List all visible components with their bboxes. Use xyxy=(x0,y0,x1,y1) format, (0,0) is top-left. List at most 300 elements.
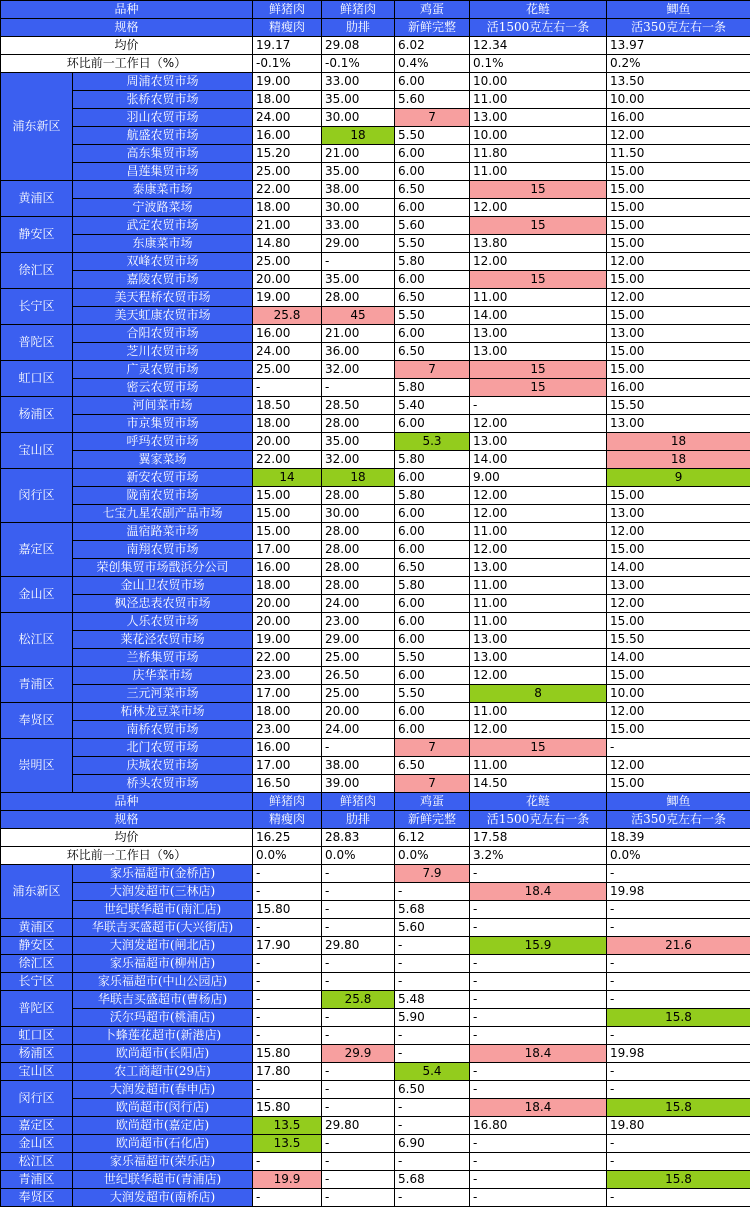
district-cell: 杨浦区 xyxy=(1,397,73,433)
table-row xyxy=(1,631,750,649)
price-cell: 12.00 xyxy=(607,289,750,307)
market-name: 庆华菜市场 xyxy=(73,667,253,685)
market-name: 泰康菜市场 xyxy=(73,181,253,199)
price-cell: 5.80 xyxy=(395,379,470,397)
price-cell: 10.00 xyxy=(607,91,750,109)
price-cell: 38.00 xyxy=(322,181,395,199)
price-cell: 5.50 xyxy=(395,685,470,703)
price-cell: 13.5 xyxy=(253,1117,322,1135)
price-cell: 19.00 xyxy=(253,631,322,649)
price-cell: 13.00 xyxy=(470,649,607,667)
price-cell: 28.00 xyxy=(322,289,395,307)
price-cell: - xyxy=(322,379,395,397)
price-cell: 35.00 xyxy=(322,163,395,181)
price-cell: 13.00 xyxy=(607,505,750,523)
spec-header: 新鲜完整 xyxy=(395,811,470,829)
district-cell: 徐汇区 xyxy=(1,253,73,289)
variety-header: 花鲢 xyxy=(470,793,607,811)
price-cell: - xyxy=(322,1027,395,1045)
price-cell: 16.00 xyxy=(607,109,750,127)
price-cell: 11.00 xyxy=(470,595,607,613)
price-cell: 33.00 xyxy=(322,73,395,91)
price-cell: - xyxy=(607,1027,750,1045)
table-row xyxy=(1,523,750,541)
market-name: 世纪联华超市(南汇店) xyxy=(73,901,253,919)
price-cell: 30.00 xyxy=(322,199,395,217)
market-name: 大润发超市(闸北店) xyxy=(73,937,253,955)
district-cell: 金山区 xyxy=(1,1135,73,1153)
price-cell: 12.00 xyxy=(607,703,750,721)
price-cell: 10.00 xyxy=(470,73,607,91)
price-cell: 15.00 xyxy=(607,775,750,793)
variety-header: 鲜猪肉 xyxy=(253,1,322,19)
table-row xyxy=(1,253,750,271)
price-cell: 6.00 xyxy=(395,703,470,721)
price-cell: 15.00 xyxy=(607,217,750,235)
price-cell: - xyxy=(395,1153,470,1171)
market-name: 庆城农贸市场 xyxy=(73,757,253,775)
price-cell: 13.00 xyxy=(607,415,750,433)
header-row-variety xyxy=(1,793,750,811)
price-cell: 28.00 xyxy=(322,523,395,541)
average-value: 6.12 xyxy=(395,829,470,847)
price-cell: 6.00 xyxy=(395,199,470,217)
price-cell: 5.60 xyxy=(395,919,470,937)
market-name: 沃尔玛超市(桃浦店) xyxy=(73,1009,253,1027)
price-cell: - xyxy=(322,955,395,973)
spec-header: 活350克左右一条 xyxy=(607,811,750,829)
price-cell: 18.4 xyxy=(470,1045,607,1063)
table-row xyxy=(1,361,750,379)
market-name: 三元河菜市场 xyxy=(73,685,253,703)
market-name: 陇南农贸市场 xyxy=(73,487,253,505)
price-cell: - xyxy=(470,1063,607,1081)
table-row xyxy=(1,973,750,991)
price-cell: 25.00 xyxy=(322,649,395,667)
price-cell: 6.00 xyxy=(395,73,470,91)
price-cell: - xyxy=(322,253,395,271)
table-row xyxy=(1,325,750,343)
price-cell: 6.00 xyxy=(395,523,470,541)
market-name: 双峰农贸市场 xyxy=(73,253,253,271)
price-cell: - xyxy=(253,973,322,991)
market-name: 金山卫农贸市场 xyxy=(73,577,253,595)
price-cell: 16.00 xyxy=(253,559,322,577)
market-name: 大润发超市(春申店) xyxy=(73,1081,253,1099)
price-cell: 5.50 xyxy=(395,307,470,325)
price-cell: - xyxy=(253,1189,322,1207)
price-cell: 20.00 xyxy=(253,271,322,289)
change-value: 0.0% xyxy=(253,847,322,865)
table-row xyxy=(1,1009,750,1027)
price-cell: 5.80 xyxy=(395,253,470,271)
price-cell: 12.00 xyxy=(470,253,607,271)
price-cell: 16.00 xyxy=(607,379,750,397)
price-cell: 18.00 xyxy=(253,577,322,595)
price-cell: 28.00 xyxy=(322,541,395,559)
price-cell: 6.00 xyxy=(395,469,470,487)
district-cell: 长宁区 xyxy=(1,289,73,325)
table-row xyxy=(1,1189,750,1207)
table-row xyxy=(1,1099,750,1117)
price-cell: 11.50 xyxy=(607,145,750,163)
price-cell: - xyxy=(470,973,607,991)
price-cell: 39.00 xyxy=(322,775,395,793)
change-value: -0.1% xyxy=(253,55,322,73)
market-name: 合阳农贸市场 xyxy=(73,325,253,343)
price-cell: - xyxy=(395,1189,470,1207)
average-price-row xyxy=(1,37,750,55)
price-cell: 12.00 xyxy=(470,667,607,685)
price-cell: - xyxy=(607,1135,750,1153)
market-name: 高东集贸市场 xyxy=(73,145,253,163)
price-cell: - xyxy=(253,379,322,397)
price-cell: 19.98 xyxy=(607,1045,750,1063)
price-cell: 22.00 xyxy=(253,451,322,469)
price-cell: - xyxy=(322,919,395,937)
price-cell: 11.80 xyxy=(470,145,607,163)
price-cell: 5.50 xyxy=(395,127,470,145)
price-cell: - xyxy=(253,955,322,973)
table-row xyxy=(1,181,750,199)
price-cell: - xyxy=(470,1153,607,1171)
market-name: 美天程桥农贸市场 xyxy=(73,289,253,307)
price-cell: 12.00 xyxy=(470,541,607,559)
market-name: 张桥农贸市场 xyxy=(73,91,253,109)
table-row xyxy=(1,955,750,973)
price-cell: 15.00 xyxy=(607,361,750,379)
price-cell: 18.4 xyxy=(470,1099,607,1117)
price-cell: - xyxy=(322,883,395,901)
price-cell: 13.00 xyxy=(470,559,607,577)
price-cell: 21.00 xyxy=(322,325,395,343)
price-cell: - xyxy=(470,901,607,919)
price-cell: 12.00 xyxy=(470,415,607,433)
average-value: 18.39 xyxy=(607,829,750,847)
change-value: 0.1% xyxy=(470,55,607,73)
price-cell: 6.90 xyxy=(395,1135,470,1153)
price-cell: - xyxy=(395,937,470,955)
district-cell: 崇明区 xyxy=(1,739,73,793)
price-cell: 28.00 xyxy=(322,487,395,505)
district-cell: 徐汇区 xyxy=(1,955,73,973)
table-row xyxy=(1,451,750,469)
price-cell: 18.00 xyxy=(253,415,322,433)
price-cell: 15 xyxy=(470,379,607,397)
table-row xyxy=(1,163,750,181)
price-cell: 14.00 xyxy=(607,559,750,577)
average-value: 6.02 xyxy=(395,37,470,55)
price-cell: 15.00 xyxy=(607,721,750,739)
price-cell: 6.00 xyxy=(395,505,470,523)
spec-label: 规格 xyxy=(1,811,253,829)
price-cell: 35.00 xyxy=(322,271,395,289)
price-cell: 32.00 xyxy=(322,361,395,379)
price-cell: 18 xyxy=(322,127,395,145)
spec-header: 活1500克左右一条 xyxy=(470,811,607,829)
price-cell: 29.9 xyxy=(322,1045,395,1063)
market-name: 南翔农贸市场 xyxy=(73,541,253,559)
price-cell: 11.00 xyxy=(470,523,607,541)
price-cell: 29.80 xyxy=(322,1117,395,1135)
price-cell: - xyxy=(607,1081,750,1099)
price-cell: 13.00 xyxy=(470,109,607,127)
price-cell: 24.00 xyxy=(253,109,322,127)
price-cell: - xyxy=(470,1009,607,1027)
variety-header: 鲫鱼 xyxy=(607,793,750,811)
price-cell: 18.00 xyxy=(253,703,322,721)
district-cell: 长宁区 xyxy=(1,973,73,991)
market-name: 美天虹康农贸市场 xyxy=(73,307,253,325)
district-cell: 嘉定区 xyxy=(1,523,73,577)
market-name: 市京集贸市场 xyxy=(73,415,253,433)
header-row-variety xyxy=(1,1,750,19)
table-row xyxy=(1,937,750,955)
price-cell: - xyxy=(322,901,395,919)
price-cell: 18.00 xyxy=(253,91,322,109)
market-name: 人乐农贸市场 xyxy=(73,613,253,631)
price-cell: 14.50 xyxy=(470,775,607,793)
average-price-row xyxy=(1,829,750,847)
price-cell: 18.4 xyxy=(470,883,607,901)
price-cell: 5.80 xyxy=(395,577,470,595)
price-cell: - xyxy=(607,1063,750,1081)
market-name: 柘林龙豆菜市场 xyxy=(73,703,253,721)
price-cell: - xyxy=(607,739,750,757)
price-cell: 6.00 xyxy=(395,541,470,559)
price-cell: 25.00 xyxy=(253,253,322,271)
market-name: 华联吉买盛超市(大兴街店) xyxy=(73,919,253,937)
price-cell: 24.00 xyxy=(253,343,322,361)
price-cell: 12.00 xyxy=(470,505,607,523)
district-cell: 宝山区 xyxy=(1,1063,73,1081)
district-cell: 奉贤区 xyxy=(1,703,73,739)
price-cell: 6.50 xyxy=(395,181,470,199)
price-cell: 15.80 xyxy=(253,1045,322,1063)
price-cell: 15.00 xyxy=(253,523,322,541)
price-cell: 6.50 xyxy=(395,343,470,361)
price-cell: 5.60 xyxy=(395,91,470,109)
price-cell: 20.00 xyxy=(253,433,322,451)
price-cell: 11.00 xyxy=(470,703,607,721)
price-cell: 12.00 xyxy=(607,757,750,775)
price-cell: 17.00 xyxy=(253,757,322,775)
price-cell: 12.00 xyxy=(607,127,750,145)
table-row xyxy=(1,397,750,415)
average-value: 12.34 xyxy=(470,37,607,55)
table-row xyxy=(1,667,750,685)
price-cell: - xyxy=(322,1099,395,1117)
price-cell: 15.00 xyxy=(607,271,750,289)
price-cell: - xyxy=(253,991,322,1009)
price-cell: - xyxy=(322,1171,395,1189)
price-cell: 15 xyxy=(470,271,607,289)
market-name: 兰桥集贸市场 xyxy=(73,649,253,667)
price-cell: 15.00 xyxy=(607,343,750,361)
table-row xyxy=(1,1153,750,1171)
table-row xyxy=(1,559,750,577)
price-cell: 22.00 xyxy=(253,181,322,199)
price-cell: 15.00 xyxy=(607,667,750,685)
table-row xyxy=(1,217,750,235)
price-cell: 15.00 xyxy=(607,163,750,181)
price-cell: 15.50 xyxy=(607,631,750,649)
price-cell: 30.00 xyxy=(322,109,395,127)
change-value: 0.0% xyxy=(607,847,750,865)
price-cell: 12.00 xyxy=(470,721,607,739)
average-value: 13.97 xyxy=(607,37,750,55)
price-cell: 33.00 xyxy=(322,217,395,235)
market-name: 欧尚超市(石化店) xyxy=(73,1135,253,1153)
change-value: 0.0% xyxy=(395,847,470,865)
price-cell: 13.00 xyxy=(607,577,750,595)
price-cell: 5.4 xyxy=(395,1063,470,1081)
price-cell: 19.00 xyxy=(253,289,322,307)
table-row xyxy=(1,127,750,145)
district-cell: 杨浦区 xyxy=(1,1045,73,1063)
district-cell: 青浦区 xyxy=(1,667,73,703)
price-cell: - xyxy=(322,1189,395,1207)
price-cell: 6.00 xyxy=(395,325,470,343)
market-name: 温宿路菜市场 xyxy=(73,523,253,541)
price-cell: - xyxy=(395,973,470,991)
price-cell: 15.50 xyxy=(607,397,750,415)
price-cell: 5.48 xyxy=(395,991,470,1009)
market-name: 家乐福超市(金桥店) xyxy=(73,865,253,883)
price-cell: 23.00 xyxy=(253,721,322,739)
price-cell: 19.80 xyxy=(607,1117,750,1135)
price-cell: - xyxy=(470,1027,607,1045)
price-cell: 15.8 xyxy=(607,1009,750,1027)
price-cell: 7 xyxy=(395,361,470,379)
market-name: 河间菜市场 xyxy=(73,397,253,415)
table-row xyxy=(1,271,750,289)
price-cell: - xyxy=(607,1189,750,1207)
table-row xyxy=(1,883,750,901)
price-cell: 28.00 xyxy=(322,415,395,433)
price-cell: - xyxy=(253,1153,322,1171)
market-name: 广灵农贸市场 xyxy=(73,361,253,379)
table-row xyxy=(1,685,750,703)
change-value: 0.4% xyxy=(395,55,470,73)
price-cell: 18 xyxy=(607,451,750,469)
average-value: 29.08 xyxy=(322,37,395,55)
district-cell: 黄浦区 xyxy=(1,919,73,937)
price-cell: 28.00 xyxy=(322,577,395,595)
variety-header: 鲜猪肉 xyxy=(322,793,395,811)
variety-header: 鲫鱼 xyxy=(607,1,750,19)
price-cell: - xyxy=(470,397,607,415)
price-cell: - xyxy=(253,883,322,901)
table-row xyxy=(1,343,750,361)
table-row xyxy=(1,703,750,721)
price-cell: - xyxy=(395,1117,470,1135)
table-row xyxy=(1,487,750,505)
price-cell: 5.50 xyxy=(395,649,470,667)
price-cell: 5.60 xyxy=(395,217,470,235)
average-label: 均价 xyxy=(1,829,253,847)
price-cell: - xyxy=(470,1189,607,1207)
spec-header: 肋排 xyxy=(322,19,395,37)
price-cell: 7.9 xyxy=(395,865,470,883)
price-cell: 21.00 xyxy=(322,145,395,163)
price-cell: 29.00 xyxy=(322,235,395,253)
price-cell: 6.50 xyxy=(395,757,470,775)
table-row xyxy=(1,1135,750,1153)
price-cell: - xyxy=(322,1009,395,1027)
district-cell: 普陀区 xyxy=(1,991,73,1027)
market-name: 东康菜市场 xyxy=(73,235,253,253)
table-row xyxy=(1,1171,750,1189)
price-cell: 5.40 xyxy=(395,397,470,415)
price-cell: - xyxy=(395,1099,470,1117)
price-cell: 15.00 xyxy=(607,307,750,325)
price-cell: 14.00 xyxy=(470,451,607,469)
market-name: 航盛农贸市场 xyxy=(73,127,253,145)
price-cell: - xyxy=(395,955,470,973)
price-cell: 17.90 xyxy=(253,937,322,955)
price-cell: 24.00 xyxy=(322,595,395,613)
table-row xyxy=(1,379,750,397)
market-name: 南桥农贸市场 xyxy=(73,721,253,739)
price-cell: 26.50 xyxy=(322,667,395,685)
price-cell: - xyxy=(253,865,322,883)
table-row xyxy=(1,757,750,775)
table-row xyxy=(1,541,750,559)
table-row xyxy=(1,901,750,919)
price-cell: 15.00 xyxy=(607,613,750,631)
price-cell: 16.50 xyxy=(253,775,322,793)
table-row xyxy=(1,775,750,793)
price-cell: 6.00 xyxy=(395,667,470,685)
price-cell: 8 xyxy=(470,685,607,703)
price-cell: - xyxy=(470,919,607,937)
change-row xyxy=(1,847,750,865)
price-cell: 17.00 xyxy=(253,685,322,703)
variety-header: 鸡蛋 xyxy=(395,1,470,19)
table-row xyxy=(1,721,750,739)
price-cell: 5.80 xyxy=(395,487,470,505)
market-name: 大润发超市(三林店) xyxy=(73,883,253,901)
price-cell: 15.00 xyxy=(253,505,322,523)
table-row xyxy=(1,505,750,523)
price-cell: - xyxy=(322,1153,395,1171)
district-cell: 静安区 xyxy=(1,217,73,253)
table-row xyxy=(1,145,750,163)
district-cell: 松江区 xyxy=(1,613,73,667)
price-cell: - xyxy=(470,991,607,1009)
table-row xyxy=(1,1063,750,1081)
table-row xyxy=(1,1027,750,1045)
market-name: 武定农贸市场 xyxy=(73,217,253,235)
change-label: 环比前一工作日（%） xyxy=(1,55,253,73)
market-name: 七宝九星农副产品市场 xyxy=(73,505,253,523)
price-cell: 15.00 xyxy=(607,487,750,505)
price-cell: 24.00 xyxy=(322,721,395,739)
market-name: 欧尚超市(闵行店) xyxy=(73,1099,253,1117)
price-cell: 16.00 xyxy=(253,127,322,145)
price-cell: - xyxy=(253,1081,322,1099)
price-cell: 20.00 xyxy=(253,595,322,613)
price-cell: 15.80 xyxy=(253,1099,322,1117)
price-cell: 19.9 xyxy=(253,1171,322,1189)
price-cell: 17.00 xyxy=(253,541,322,559)
price-cell: 25.00 xyxy=(322,685,395,703)
price-cell: 15.9 xyxy=(470,937,607,955)
price-cell: 25.00 xyxy=(253,163,322,181)
price-cell: 16.00 xyxy=(253,325,322,343)
change-value: -0.1% xyxy=(322,55,395,73)
